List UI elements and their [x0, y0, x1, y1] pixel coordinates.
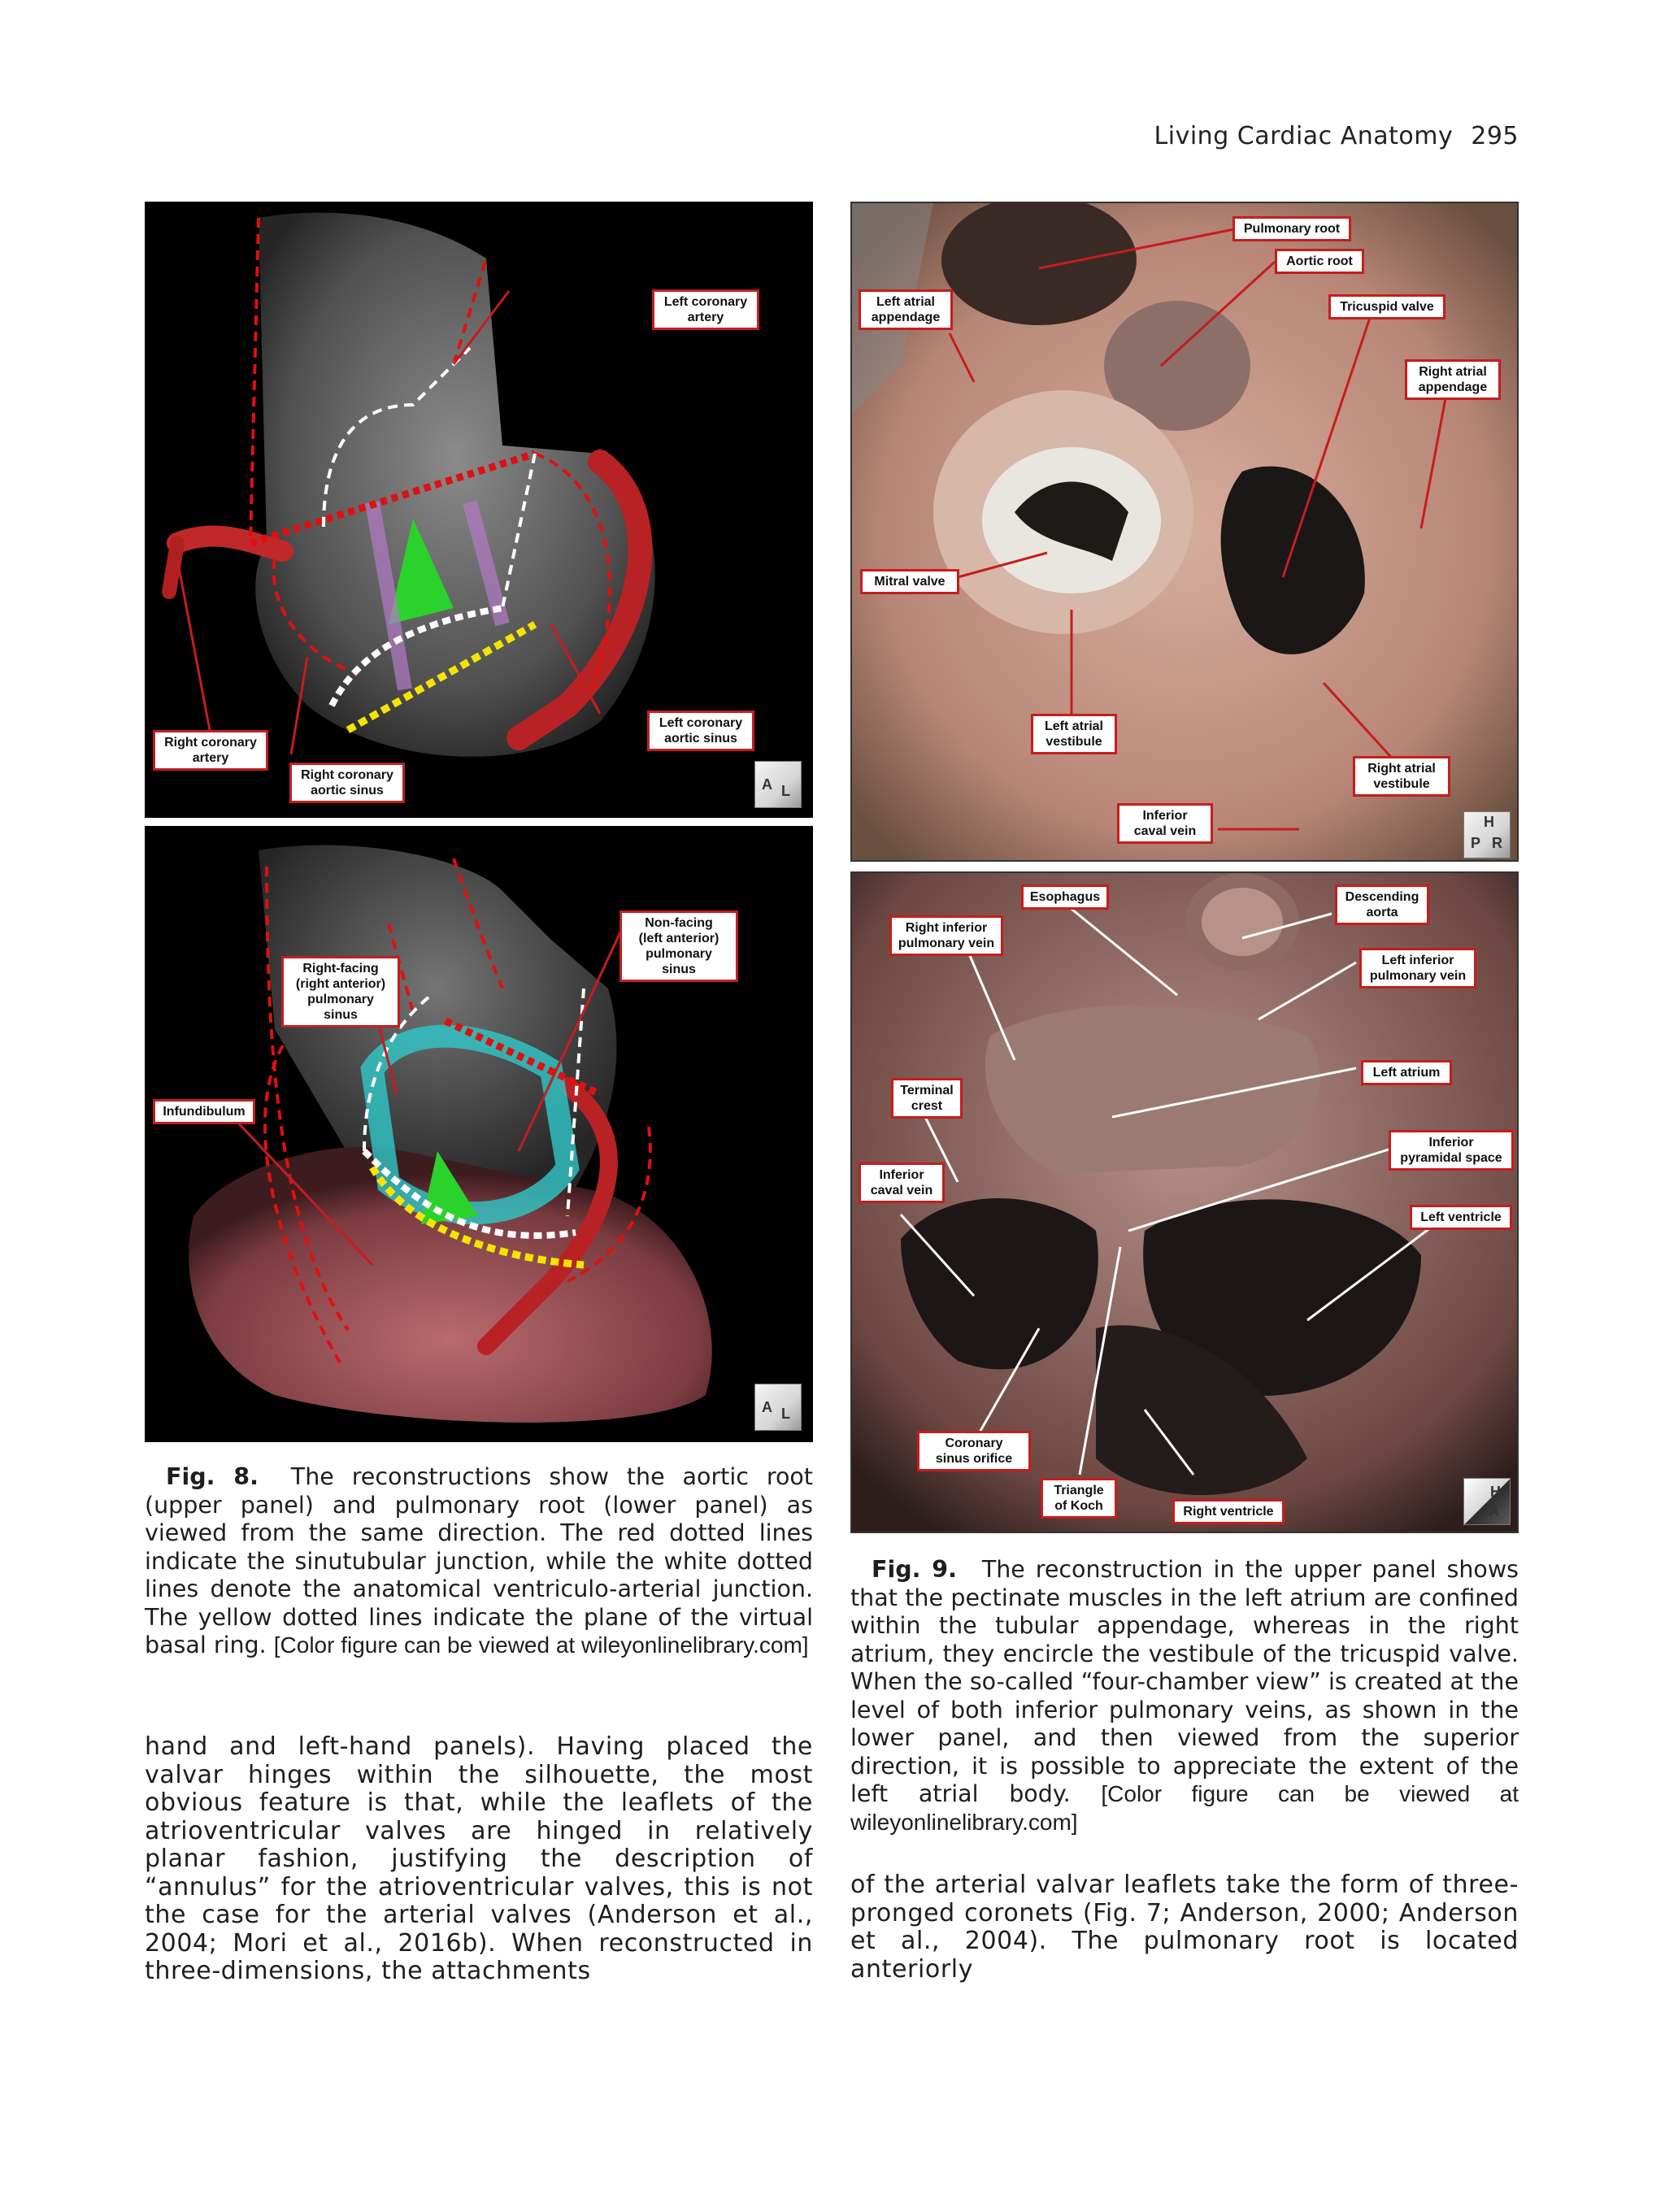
- label-right-atrial-vestibule: Right atrial vestibule: [1353, 756, 1450, 797]
- fig8-caption-note: [Color figure can be viewed at wileyonlinelibrary.com]: [273, 1632, 809, 1658]
- orientation-label: L: [781, 1406, 790, 1422]
- label-esophagus: Esophagus: [1021, 884, 1109, 910]
- label-pulmonary-root: Pulmonary root: [1232, 216, 1351, 241]
- fig9-caption-label: Fig. 9.: [872, 1556, 957, 1583]
- orientation-cube: [1463, 1478, 1511, 1525]
- label-descending-aorta: Descending aorta: [1335, 884, 1429, 925]
- label-triangle-of-koch: Triangle of Koch: [1041, 1478, 1117, 1519]
- label-coronary-sinus-orifice: Coronary sinus orifice: [917, 1431, 1031, 1471]
- label-left-coronary-aortic-sinus: Left coronary aortic sinus: [647, 711, 754, 751]
- label-mitral-valve: Mitral valve: [860, 569, 959, 594]
- orientation-label: A: [762, 776, 772, 793]
- journal-title: Living Cardiac Anatomy: [1154, 122, 1454, 150]
- fig8-upper-panel: [145, 202, 813, 818]
- fig9-caption-text: The reconstruction in the upper panel shows that the pectinate muscles in the left atrium are confined within the tubular appendage, whereas in the right atrium, they encircle the vestibule of the tricuspid valve. When the so-called “four-chamber view” is created at the level of both inferior pulmonary veins, as shown in the lower panel, and then viewed from the superior direction, it is possible to appreciate the extent of the left atrial body.: [850, 1556, 1519, 1807]
- label-inferior-pyramidal-space: Inferior pyramidal space: [1389, 1130, 1514, 1171]
- label-terminal-crest: Terminal crest: [891, 1078, 963, 1119]
- orientation-label: A: [762, 1399, 772, 1415]
- label-left-coronary-artery: Left coronary artery: [652, 289, 759, 330]
- orientation-label: L: [781, 783, 790, 799]
- label-right-ventricle: Right ventricle: [1172, 1499, 1285, 1524]
- label-right-atrial-appendage: Right atrial appendage: [1405, 359, 1501, 400]
- fig8-lower-panel: [145, 826, 813, 1442]
- label-infundibulum: Infundibulum: [153, 1099, 255, 1124]
- label-right-coronary-artery: Right coronary artery: [153, 730, 268, 771]
- fig8-caption-text: The reconstructions show the aortic root (upper panel) and pulmonary root (lower panel) as viewed from the same direction. The red dotted lines indicate the sinutubular junction, while the white dotted lines denote the anatomical ventriculo-arterial junction. The yellow dotted lines indicate the plane of the virtual basal ring.: [145, 1463, 813, 1658]
- orientation-cube: [1463, 811, 1511, 858]
- body-left-column: hand and left-hand panels). Having placed the valvar hinges within the silhouette, the most obvious feature is that, while the leaflets of the atrioventricular valves are hinged in relatively planar fashion, justifying the description of “annulus” for the atrioventricular valves, this is not the case for the arterial valves (Anderson et al., 2004; Mori et al., 2016b). When reconstructed in three-dimensions, the attachments: [145, 1732, 813, 1985]
- label-right-facing-pulmonary-sinus: Right-facing (right anterior) pulmonary sinus: [281, 956, 400, 1028]
- label-left-atrial-vestibule: Left atrial vestibule: [1031, 714, 1117, 754]
- label-left-ventricle: Left ventricle: [1410, 1205, 1512, 1230]
- label-non-facing-pulmonary-sinus: Non-facing (left anterior) pulmonary sinus: [619, 910, 738, 982]
- orientation-cube: [754, 761, 802, 808]
- fig8-caption-label: Fig. 8.: [166, 1463, 259, 1490]
- label-right-coronary-aortic-sinus: Right coronary aortic sinus: [289, 763, 405, 803]
- orientation-label: R: [1492, 835, 1502, 851]
- fig9-caption-note: [Color figure can be viewed at wileyonlinelibrary.com]: [850, 1781, 1519, 1835]
- fig9-lower-panel: [850, 871, 1519, 1533]
- label-tricuspid-valve: Tricuspid valve: [1328, 294, 1445, 319]
- fig9-upper-panel: [850, 202, 1519, 862]
- leader-line: [177, 559, 210, 730]
- orientation-label: A: [1489, 1503, 1499, 1519]
- label-right-inferior-pulmonary-vein: Right inferior pulmonary vein: [889, 915, 1003, 956]
- label-left-atrial-appendage: Left atrial appendage: [859, 289, 953, 330]
- page-number: 295: [1471, 122, 1519, 150]
- orientation-label: P: [1471, 835, 1481, 851]
- fig9-caption: [850, 1556, 1519, 1836]
- label-left-inferior-pulmonary-vein: Left inferior pulmonary vein: [1359, 948, 1476, 989]
- body-right-column: of the arterial valvar leaflets take the form of three-pronged coronets (Fig. 7; Anderson, 2000; Anderson et al., 2004). The pulmonary root is located anteriorly: [850, 1871, 1519, 1984]
- label-inferior-caval-vein-lower: Inferior caval vein: [859, 1162, 945, 1203]
- orientation-cube: [754, 1384, 802, 1431]
- orientation-label: H: [1490, 1484, 1501, 1500]
- label-left-atrium: Left atrium: [1361, 1060, 1452, 1085]
- label-inferior-caval-vein: Inferior caval vein: [1117, 803, 1213, 844]
- fig8-caption: [145, 1463, 813, 1660]
- running-head: [1154, 122, 1519, 150]
- orientation-label: H: [1484, 814, 1494, 830]
- label-aortic-root: Aortic root: [1275, 249, 1364, 274]
